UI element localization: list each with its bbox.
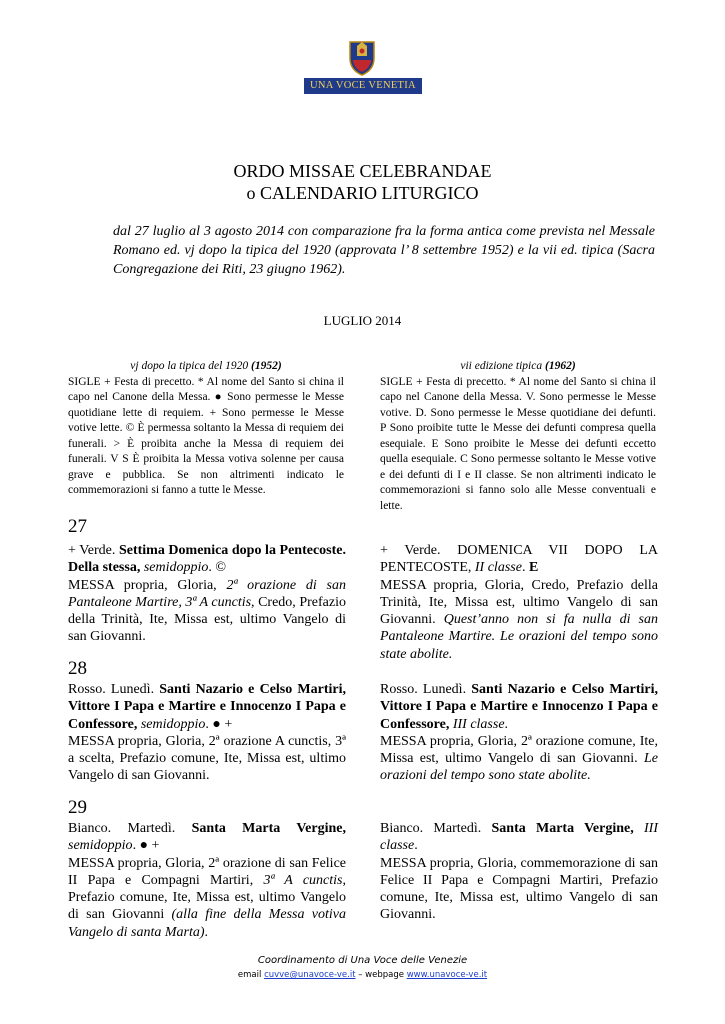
legend-right-text: SIGLE + Festa di precetto. * Al nome del Santo si china il capo nel Canone della Messa. V. Sono permesse le Messe votive. D. Sono permesse le Messe quotidiane dei defunti. P Sono proibite tutte le Messe dei defunti compresa quella esequiale. E Sono proibite le Messe dei defunti eccetto quella esequiale. C Sono permesse soltanto le Messe votive e dei defunti di I e II classe. Se non altrimenti indicato le commemorazioni si fanno solo alle Messe conventuali e lette.: [380, 375, 656, 512]
day-number: 27: [68, 516, 87, 537]
day-entry-left: [68, 681, 346, 785]
mass-text-mid: , Prefazio comune, Ite, Missa est, ultimo Vangelo di san Giovanni: [68, 872, 346, 923]
feast-name: Settima Domenica dopo la Pentecoste. Della stessa,: [68, 543, 346, 576]
coat-of-arms-icon: [348, 40, 376, 76]
entry-signs: . ● +: [205, 716, 233, 732]
feast-rank: III classe: [449, 716, 505, 732]
feast-rank: semidoppio: [140, 560, 209, 576]
day-number: 28: [68, 658, 87, 679]
mass-text-end: .: [204, 924, 208, 940]
feast-rank: semidoppio: [137, 716, 206, 732]
day-number: 29: [68, 797, 87, 818]
footer-contacts: [0, 970, 725, 980]
intro-paragraph: dal 27 luglio al 3 agosto 2014 con comparazione fra la forma antica come prevista nel Messale Romano ed. vj dopo la tipica del 1920 (approvata l’ 8 settembre 1952) e la vii ed. tipica (Sacra Congregazione dei Riti, 23 giugno 1962).: [113, 224, 655, 277]
entry-color: + Verde. DOMENICA VII DOPO LA PENTECOSTE,: [380, 543, 658, 576]
feast-rank: semidoppio: [68, 838, 133, 854]
legend-right-heading-text: vii edizione tipica: [460, 360, 545, 372]
entry-color: + Verde.: [68, 543, 119, 558]
mass-text: MESSA propria, Gloria, Credo, Prefazio della Trinità, Ite, Missa est, ultimo Vangelo di san Giovanni.: [380, 577, 658, 628]
entry-color: Bianco. Martedì.: [68, 821, 192, 836]
month-heading: LUGLIO 2014: [323, 313, 402, 328]
logo-banner: UNA VOCE VENETIA: [304, 78, 422, 94]
legend-left: [68, 359, 344, 499]
page-subtitle: o CALENDARIO LITURGICO: [246, 183, 479, 203]
feast-rank: III classe: [380, 821, 658, 854]
webpage-label: – webpage: [355, 970, 407, 980]
day-entry-right: [380, 820, 658, 924]
entry-signs: . ● +: [132, 838, 160, 854]
entry-punct: .: [414, 838, 418, 854]
mass-text: MESSA propria, Gloria, commemorazione di san Felice II Papa e Compagni Martiri, Prefazio comune, Ite, Missa est, ultimo Vangelo di san Giovanni.: [380, 855, 658, 923]
day-entry-left: [68, 820, 346, 941]
legend-left-text: SIGLE + Festa di precetto. * Al nome del Santo si china il capo nel Canone della Messa. ● Sono permesse le Messe quotidiane lette di requiem. + Sono permesse le Messe votive lette. © È permessa soltanto la Messa di requiem dei funerali. > È proibita anche la Messa di requiem dei funerali. V S È proibita la Messa votiva solenne per causa grave e pubblica. Se non altrimenti indicato le commemorazioni si fanno a tutte le Messe.: [68, 375, 344, 496]
mass-note: Le orazioni del tempo sono state abolite.: [380, 751, 658, 784]
day-entry-right: [380, 681, 658, 785]
mass-orations: 3ª A cunctis: [263, 872, 343, 888]
legend-left-heading-text: vj dopo la tipica del 1920: [130, 360, 252, 372]
mass-text: MESSA propria, Gloria,: [68, 577, 227, 593]
mass-text: MESSA propria, Gloria, 2ª orazione comune, Ite, Missa est, ultimo Vangelo di san Giovanni.: [380, 733, 658, 767]
legend-right-heading-year: (1962): [544, 360, 576, 372]
entry-punct: .: [521, 560, 529, 576]
day-entry-left: [68, 542, 346, 646]
email-link[interactable]: cuvve@unavoce-ve.it: [264, 970, 356, 980]
feast-name: Santi Nazario e Celso Martiri, Vittore I Papa e Martire e Innocenzo I Papa e Confessore,: [68, 682, 347, 732]
feast-name: Santa Marta Vergine,: [491, 821, 634, 836]
feast-rank: II classe: [474, 560, 522, 576]
mass-note: Quest’anno non si fa nulla di san Pantaleone Martire. Le orazioni del tempo sono state abolite.: [380, 612, 659, 662]
feast-name: Santi Nazario e Celso Martiri, Vittore I Papa e Martire e Innocenzo I Papa e Confessore,: [380, 682, 659, 732]
logo: [304, 40, 422, 94]
email-label: email: [237, 970, 265, 980]
mass-note: (alla fine della Messa votiva Vangelo di santa Marta): [68, 907, 346, 940]
page-title: ORDO MISSAE CELEBRANDAE: [233, 161, 492, 181]
entry-signs: E: [528, 560, 539, 576]
mass-text: MESSA propria, Gloria, 2ª orazione di san Felice II Papa e Compagni Martiri,: [68, 855, 346, 888]
legend-left-heading: [68, 359, 344, 375]
entry-color: Rosso. Lunedì.: [68, 682, 160, 697]
webpage-link[interactable]: www.unavoce-ve.it: [406, 970, 488, 980]
entry-color: Rosso. Lunedì.: [380, 682, 472, 697]
mass-text-end: , Credo, Prefazio della Trinità, Ite, Missa est, ultimo Vangelo di san Giovanni.: [68, 594, 346, 645]
feast-name: Santa Marta Vergine,: [191, 821, 346, 836]
day-entry-right: [380, 542, 658, 663]
entry-punct: .: [504, 716, 509, 732]
footer-title: Coordinamento di Una Voce delle Venezie: [257, 955, 468, 966]
legend-right: [380, 359, 656, 514]
mass-orations: 2ª orazione di san Pantaleone Martire, 3ª A cunctis: [68, 577, 346, 610]
entry-color: Bianco. Martedì.: [380, 821, 492, 836]
mass-text: MESSA propria, Gloria, 2ª orazione A cunctis, 3ª a scelta, Prefazio comune, Ite, Missa est, ultimo Vangelo di san Giovanni.: [68, 733, 346, 784]
entry-signs: . ©: [208, 560, 227, 576]
legend-right-heading: [380, 359, 656, 375]
legend-left-heading-year: (1952): [251, 360, 282, 372]
